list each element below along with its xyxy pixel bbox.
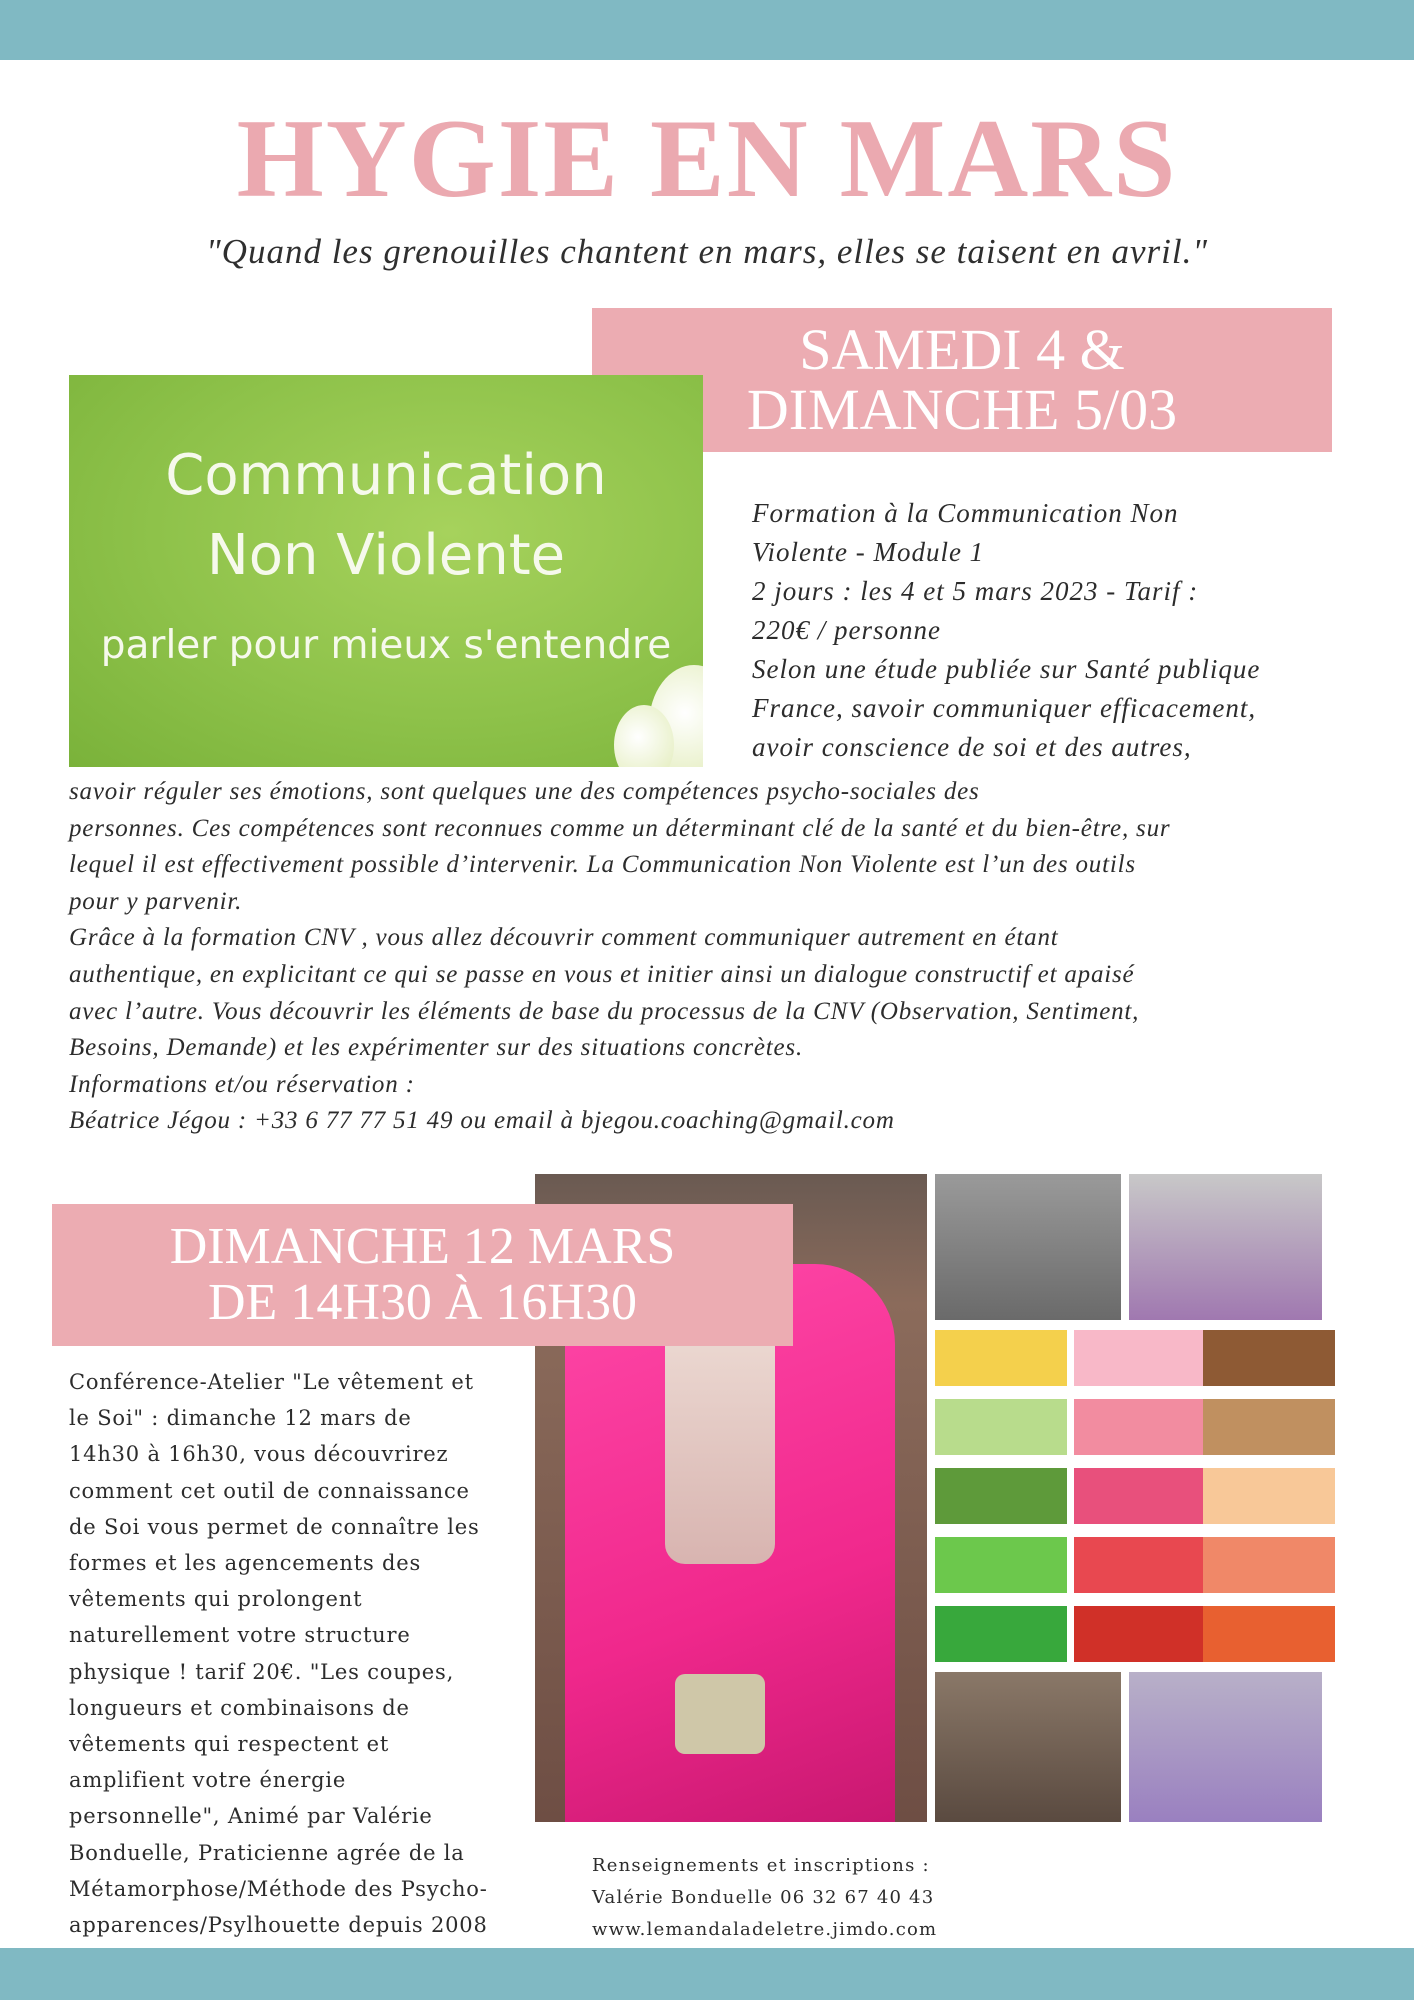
- color-swatch: [935, 1606, 1067, 1662]
- event1-date-line2: DIMANCHE 5/03: [746, 377, 1178, 442]
- text-line: 14h30 à 16h30, vous découvrirez: [69, 1442, 449, 1467]
- color-swatch: [1074, 1537, 1206, 1593]
- color-swatch: [1074, 1606, 1206, 1662]
- street-photo-3: [935, 1672, 1121, 1822]
- event2-date-banner: [52, 1204, 793, 1346]
- event2-contact-text: [592, 1850, 1012, 1946]
- text-line: vêtements qui prolongent: [69, 1587, 363, 1612]
- text-line: personnelle", Animé par Valérie: [69, 1804, 433, 1829]
- text-line: pour y parvenir.: [69, 887, 243, 915]
- color-swatch: [1074, 1468, 1206, 1524]
- color-swatch: [1203, 1537, 1335, 1593]
- text-line: Conférence-Atelier "Le vêtement et: [69, 1370, 474, 1394]
- text-line: longueurs et combinaisons de: [69, 1695, 410, 1720]
- color-swatch: [1203, 1606, 1335, 1662]
- text-line: savoir réguler ses émotions, sont quelques une des compétences psycho-sociales des: [69, 778, 980, 805]
- text-line: comment cet outil de connaissance: [69, 1478, 470, 1503]
- text-line: 2 jours : les 4 et 5 mars 2023 - Tarif :: [752, 576, 1199, 606]
- event1-date-line1: SAMEDI 4 &: [799, 317, 1125, 382]
- text-line: Grâce à la formation CNV , vous allez découvrir comment communiquer autrement en étant: [69, 924, 1059, 952]
- text-line: lequel il est effectivement possible d’intervenir. La Communication Non Violente est l’un des outils: [69, 851, 1136, 879]
- color-swatch: [1203, 1330, 1335, 1386]
- color-swatch: [935, 1399, 1067, 1455]
- page-title: HYGIE EN MARS: [236, 97, 1178, 221]
- color-swatch: [1074, 1399, 1206, 1455]
- text-line: Métamorphose/Méthode des Psycho-: [69, 1876, 488, 1901]
- color-swatch: [1203, 1468, 1335, 1524]
- color-swatch: [1074, 1330, 1206, 1386]
- street-photo-1: [935, 1174, 1121, 1320]
- text-line: Béatrice Jégou : +33 6 77 77 51 49 ou email à bjegou.coaching@gmail.com: [69, 1107, 895, 1135]
- text-line: personnes. Ces compétences sont reconnues comme un déterminant clé de la santé et du bien-être, sur: [69, 814, 1171, 842]
- color-swatch: [935, 1330, 1067, 1386]
- event2-date-line2: DE 14H30 À 16H30: [208, 1274, 637, 1331]
- contact-line: www.lemandaladeletre.jimdo.com: [592, 1919, 938, 1940]
- contact-line: Valérie Bonduelle 06 32 67 40 43: [592, 1887, 935, 1908]
- text-line: physique ! tarif 20€. "Les coupes,: [69, 1659, 455, 1684]
- text-line: vêtements qui respectent et: [69, 1732, 390, 1757]
- street-photo-2: [1129, 1174, 1322, 1320]
- text-line: formes et les agencements des: [69, 1551, 422, 1576]
- text-line: avec l’autre. Vous découvrir les éléments de base du processus de la CNV (Observation, Sentiment,: [69, 997, 1140, 1025]
- top-color-bar: [0, 0, 1414, 60]
- text-line: Besoins, Demande) et les expérimenter sur des situations concrètes.: [69, 1034, 804, 1062]
- text-line: Informations et/ou réservation :: [69, 1070, 415, 1098]
- text-line: de Soi vous permet de connaître les: [69, 1514, 480, 1539]
- contact-line: Renseignements et inscriptions :: [592, 1855, 930, 1876]
- text-line: le Soi" : dimanche 12 mars de: [69, 1406, 412, 1431]
- color-swatch: [935, 1537, 1067, 1593]
- text-line: Selon une étude publiée sur Santé publique: [752, 654, 1261, 684]
- event1-intro-text: [752, 494, 1352, 767]
- event2-date-line1: DIMANCHE 12 MARS: [169, 1218, 676, 1275]
- text-line: avoir conscience de soi et des autres,: [752, 732, 1192, 762]
- text-line: 220€ / personne: [752, 615, 941, 645]
- text-line: Formation à la Communication Non: [752, 498, 1179, 528]
- bottom-color-bar: [0, 1948, 1414, 2000]
- event1-body-text: [69, 774, 1359, 1140]
- text-line: naturellement votre structure: [69, 1623, 411, 1648]
- proverb-quote: "Quand les grenouilles chantent en mars, elles se taisent en avril.": [205, 232, 1209, 271]
- color-swatch: [1203, 1399, 1335, 1455]
- street-photo-4: [1129, 1672, 1322, 1822]
- event2-description-text: [69, 1364, 519, 1979]
- text-line: Bonduelle, Praticienne agrée de la: [69, 1840, 465, 1865]
- cnv-image-line3: parler pour mieux s'entendre: [100, 623, 672, 668]
- cnv-image-line2: Non Violente: [206, 523, 566, 588]
- event1-date-banner: [592, 308, 1332, 452]
- text-line: France, savoir communiquer efficacement,: [752, 693, 1257, 723]
- text-line: apparences/Psylhouette depuis 2008: [69, 1913, 488, 1938]
- text-line: amplifient votre énergie: [69, 1768, 347, 1793]
- handbag-shape: [675, 1674, 765, 1754]
- cnv-image-line1: Communication: [165, 443, 607, 508]
- text-line: authentique, en explicitant ce qui se passe en vous et initier ainsi un dialogue constructif et apaisé: [69, 960, 1135, 988]
- color-swatch: [935, 1468, 1067, 1524]
- text-line: Violente - Module 1: [752, 537, 985, 567]
- cnv-promo-image: [69, 375, 703, 767]
